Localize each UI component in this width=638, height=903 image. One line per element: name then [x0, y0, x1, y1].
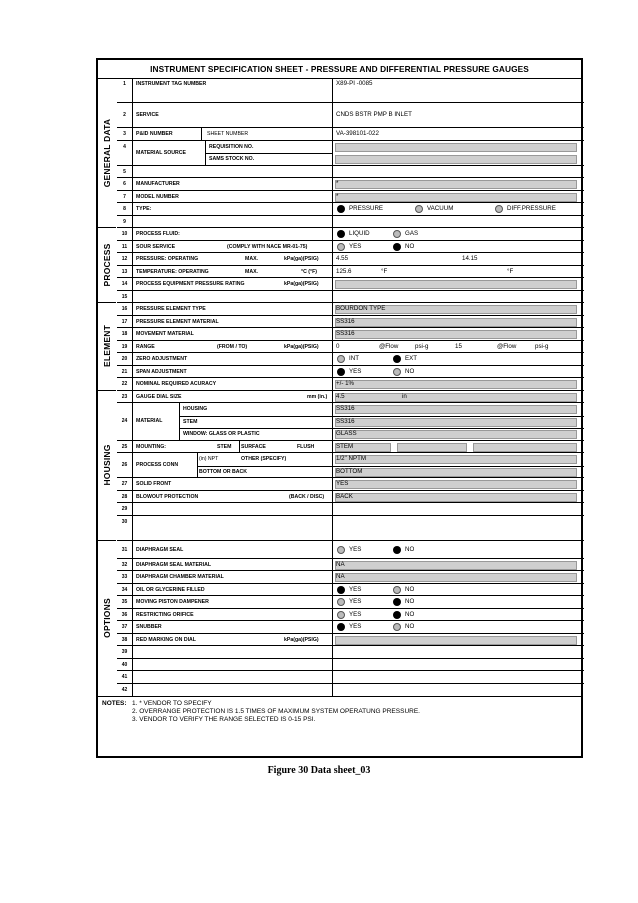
row-label: PROCESS EQUIPMENT PRESSURE RATING — [136, 281, 245, 287]
row-21 — [117, 366, 584, 379]
row-22 — [117, 378, 584, 391]
section-housing-label: HOUSING — [102, 444, 112, 486]
stem-material-value: SS316 — [336, 417, 355, 425]
row-number: 38 — [117, 634, 133, 646]
dial-size-cell — [335, 393, 577, 402]
radio-sour-yes[interactable] — [337, 243, 345, 251]
row-number: 16 — [117, 303, 133, 315]
sheet-title: INSTRUMENT SPECIFICATION SHEET - PRESSURE AND DIFFERENTIAL PRESSURE GAUGES — [98, 60, 581, 79]
radio-diff-pressure[interactable] — [495, 205, 503, 213]
row-unit: kPa(ga)(PSIG) — [284, 281, 319, 287]
row-label: PROCESS CONN — [136, 462, 179, 468]
process-conn-value: 1/2" NPTM — [336, 455, 367, 462]
row-sublabel: STEM — [183, 418, 198, 425]
radio-gas[interactable] — [393, 230, 401, 238]
row-number: 30 — [117, 516, 133, 540]
row-1 — [117, 78, 584, 103]
row-unit: °C (°F) — [301, 268, 317, 275]
row-31 — [117, 541, 584, 559]
row-5 — [117, 166, 584, 179]
row-11 — [117, 241, 584, 254]
row-label: SOUR SERVICE — [136, 243, 176, 250]
row-label: PRESSURE: OPERATING — [136, 256, 199, 262]
divider — [239, 441, 240, 453]
row-17 — [117, 316, 584, 329]
row-number: 29 — [117, 503, 133, 515]
option-label: NO — [405, 545, 415, 553]
row-sublabel: BOTTOM OR BACK — [199, 468, 248, 475]
radio-sour-no-selected[interactable] — [393, 243, 401, 251]
row-number: 37 — [117, 621, 133, 633]
row-number: 35 — [117, 596, 133, 608]
row-number: 42 — [117, 684, 133, 697]
row-number: 20 — [117, 353, 133, 365]
range-to-value: 15 — [455, 342, 462, 350]
row-sublabel: WINDOW: GLASS OR PLASTIC — [183, 431, 260, 437]
row-33 — [117, 571, 584, 584]
option-label: GAS — [405, 230, 419, 237]
process-conn-cell — [335, 455, 577, 464]
manufacturer-value: * — [336, 180, 339, 187]
row-label: PRESSURE ELEMENT TYPE — [136, 306, 206, 312]
blowout-cell — [335, 493, 577, 502]
row-number: 18 — [117, 328, 133, 340]
blowout-value: BACK — [336, 492, 353, 500]
row-label: RED MARKING ON DIAL — [136, 636, 196, 643]
row-unit: kPa(ga)(PSIG) — [284, 256, 319, 262]
radio-zero-ext-selected[interactable] — [393, 355, 401, 363]
row-label: INSTRUMENT TAG NUMBER — [136, 81, 207, 87]
row-4 — [117, 141, 584, 166]
option-label: YES — [349, 242, 362, 250]
row-sublabel: (FROM / TO) — [217, 343, 248, 350]
row-sublabel: SAMS STOCK NO. — [209, 155, 255, 162]
row-9 — [117, 216, 584, 229]
service-value: CNDS BSTR PMP B INLET — [336, 111, 412, 118]
row-number: 7 — [117, 191, 133, 203]
row-26 — [117, 453, 584, 478]
row-label: ZERO ADJUSTMENT — [136, 356, 188, 362]
row-number: 41 — [117, 671, 133, 683]
row-24 — [117, 403, 584, 441]
range-from-value: 0 — [336, 342, 340, 350]
row-39 — [117, 646, 584, 659]
row-16 — [117, 303, 584, 316]
radio-snubber-no[interactable] — [393, 623, 401, 631]
row-8 — [117, 203, 584, 216]
row-18 — [117, 328, 584, 341]
option-label: INT — [349, 355, 359, 362]
row-number: 3 — [117, 128, 133, 140]
row-unit: mm (in.) — [307, 393, 328, 400]
stem-material-cell — [335, 418, 577, 427]
section-general — [98, 78, 116, 228]
seal-material-cell — [335, 561, 577, 570]
row-sublabel: REQUISITION NO. — [209, 143, 254, 150]
row-sublabel: STEM — [217, 443, 232, 450]
row-number: 25 — [117, 441, 133, 453]
row-number: 33 — [117, 571, 133, 583]
row-label: MOUNTING: — [136, 443, 166, 450]
window-material-value: GLASS — [336, 430, 357, 437]
row-label: NOMINAL REQUIRED ACURACY — [136, 381, 217, 387]
row-number: 10 — [117, 228, 133, 240]
row-label: SERVICE — [136, 112, 159, 118]
row-number: 32 — [117, 559, 133, 571]
option-label: NO — [405, 623, 415, 630]
specification-sheet — [96, 58, 583, 758]
row-10 — [117, 228, 584, 241]
row-number: 17 — [117, 316, 133, 328]
row-25 — [117, 441, 584, 454]
element-type-value: BOURDON TYPE — [336, 305, 386, 312]
radio-dampener-no-selected[interactable] — [393, 598, 401, 606]
row-label: MOVING PISTON DAMPENER — [136, 599, 209, 605]
row-number: 27 — [117, 478, 133, 490]
divider — [179, 403, 180, 440]
option-label: DIFF.PRESSURE — [507, 205, 556, 212]
row-number: 28 — [117, 491, 133, 503]
section-general-label: GENERAL DATA — [102, 118, 112, 187]
row-number: 19 — [117, 341, 133, 353]
mounting-surface-cell — [397, 443, 467, 452]
option-label: YES — [349, 610, 362, 618]
option-label: YES — [349, 545, 362, 553]
row-29 — [117, 503, 584, 516]
row-sublabel: MAX. — [245, 256, 258, 262]
range-flow-label: @Flow — [497, 342, 517, 350]
row-2 — [117, 103, 584, 128]
row-number: 11 — [117, 241, 133, 253]
chamber-material-value: NA — [336, 573, 345, 580]
row-number: 1 — [117, 78, 133, 102]
row-36 — [117, 609, 584, 622]
row-unit: kPa(ga)(PSIG) — [284, 636, 319, 643]
row-label: MANUFACTURER — [136, 181, 180, 187]
red-marking-cell — [335, 636, 577, 645]
row-label: TYPE: — [136, 206, 152, 212]
row-number: 5 — [117, 166, 133, 178]
row-42 — [117, 684, 584, 697]
row-14 — [117, 278, 584, 291]
row-label: RANGE — [136, 343, 155, 350]
row-label: DIAPHRAGM CHAMBER MATERIAL — [136, 574, 224, 580]
row-label: RESTRICTING ORIFICE — [136, 611, 194, 618]
option-label: LIQUID — [349, 230, 370, 237]
dial-size-value: 4.5 — [336, 392, 345, 400]
row-number: 6 — [117, 178, 133, 190]
row-sublabel: OTHER (SPECIFY) — [241, 456, 287, 462]
row-label: BLOWOUT PROTECTION — [136, 493, 199, 500]
note-1: 1. * VENDOR TO SPECIFY — [132, 700, 212, 707]
section-process — [98, 228, 116, 303]
row-label: GAUGE DIAL SIZE — [136, 393, 182, 400]
row-number: 24 — [117, 403, 133, 440]
row-label: DIAPHRAGM SEAL MATERIAL — [136, 561, 212, 568]
row-sublabel: (in) NPT — [199, 456, 219, 462]
row-label: TEMPERATURE: OPERATING — [136, 268, 209, 275]
row-label: SPAN ADJUSTMENT — [136, 368, 187, 375]
pressure-operating-value: 4.55 — [336, 255, 349, 262]
row-label: MOVEMENT MATERIAL — [136, 331, 194, 337]
row-sublabel: (COMPLY WITH NACE MR-01-75) — [227, 243, 308, 250]
section-element — [98, 303, 116, 391]
mounting-flush-cell — [473, 443, 577, 452]
section-element-label: ELEMENT — [102, 325, 112, 368]
element-material-value: SS316 — [336, 317, 355, 325]
row-sublabel: (BACK / DISC) — [289, 493, 325, 500]
row-sublabel: HOUSING — [183, 406, 208, 412]
row-number: 8 — [117, 203, 133, 215]
row-6 — [117, 178, 584, 191]
temperature-max-unit: °F — [507, 267, 514, 275]
row-41 — [117, 671, 584, 684]
option-label: NO — [405, 610, 415, 618]
radio-span-yes-selected[interactable] — [337, 368, 345, 376]
section-process-label: PROCESS — [102, 243, 112, 287]
row-label: MODEL NUMBER — [136, 193, 179, 200]
option-label: YES — [349, 623, 362, 630]
divider — [333, 466, 584, 467]
option-label: YES — [349, 367, 362, 375]
row-number: 22 — [117, 378, 133, 390]
row-label: SOLID FRONT — [136, 481, 172, 487]
solid-front-cell — [335, 480, 577, 489]
note-2: 2. OVERRANGE PROTECTION IS 1.5 TIMES OF MAXIMUM SYSTEM OPERATUNG PRESSURE. — [132, 708, 420, 715]
option-label: VACUUM — [427, 205, 454, 212]
accuracy-cell — [335, 380, 577, 389]
temperature-operating-value: 125.6 — [336, 267, 352, 275]
row-sublabel: FLUSH — [297, 443, 315, 450]
row-number: 40 — [117, 659, 133, 671]
range-unit: psi-g — [415, 342, 429, 350]
option-label: EXT — [405, 355, 418, 362]
radio-vacuum[interactable] — [415, 205, 423, 213]
row-label: MATERIAL — [136, 418, 163, 424]
row-label: SNUBBER — [136, 624, 162, 630]
accuracy-value: +/- 1% — [336, 380, 355, 387]
row-number: 14 — [117, 278, 133, 290]
row-19 — [117, 341, 584, 354]
row-label: OIL OR GLYCERINE FILLED — [136, 586, 205, 593]
radio-snubber-yes-selected[interactable] — [337, 623, 345, 631]
element-material-cell — [335, 318, 577, 327]
row-3 — [117, 128, 584, 141]
tag-number-value: X89-PI -0085 — [336, 80, 373, 87]
row-sublabel: MAX. — [245, 268, 258, 275]
conn-location-value: BOTTOM — [336, 467, 363, 475]
radio-seal-no-selected[interactable] — [393, 546, 401, 554]
row-number: 21 — [117, 366, 133, 378]
divider — [333, 416, 584, 417]
row-label: PRESSURE ELEMENT MATERIAL — [136, 318, 219, 325]
row-15 — [117, 291, 584, 304]
row-number: 26 — [117, 453, 133, 477]
row-number: 12 — [117, 253, 133, 265]
row-28 — [117, 491, 584, 504]
pressure-rating-cell — [335, 280, 577, 289]
radio-filled-no[interactable] — [393, 586, 401, 594]
movement-material-cell — [335, 330, 577, 339]
figure-caption: Figure 30 Data sheet_03 — [267, 765, 371, 776]
option-label: NO — [405, 242, 415, 250]
row-number: 9 — [117, 216, 133, 228]
notes — [98, 696, 581, 759]
divider — [333, 428, 584, 429]
radio-seal-yes[interactable] — [337, 546, 345, 554]
manufacturer-cell — [335, 180, 577, 189]
requisition-cell — [335, 143, 577, 152]
row-number: 36 — [117, 609, 133, 621]
conn-location-cell — [335, 468, 577, 477]
housing-material-cell — [335, 405, 577, 414]
row-number: 2 — [117, 103, 133, 127]
row-label: DIAPHRAGM SEAL — [136, 546, 184, 553]
radio-dampener-yes[interactable] — [337, 598, 345, 606]
radio-pressure-selected[interactable] — [337, 205, 345, 213]
row-number: 39 — [117, 646, 133, 658]
range-unit: psi-g — [535, 342, 549, 350]
option-label: NO — [405, 367, 415, 375]
option-label: PRESSURE — [349, 205, 384, 212]
row-number: 4 — [117, 141, 133, 165]
row-label: MATERIAL SOURCE — [136, 149, 186, 156]
row-number: 31 — [117, 541, 133, 558]
row-number: 23 — [117, 391, 133, 403]
pressure-max-value: 14.15 — [462, 255, 478, 262]
dial-size-unit: in — [402, 392, 407, 400]
divider — [179, 416, 333, 417]
row-40 — [117, 659, 584, 672]
radio-liquid-selected[interactable] — [337, 230, 345, 238]
option-label: NO — [405, 585, 415, 593]
row-12 — [117, 253, 584, 266]
row-23 — [117, 391, 584, 404]
row-13 — [117, 266, 584, 279]
radio-span-no[interactable] — [393, 368, 401, 376]
note-3: 3. VENDOR TO VERIFY THE RANGE SELECTED IS 0-15 PSI. — [132, 716, 316, 723]
mounting-value: STEM — [336, 442, 354, 450]
solid-front-value: YES — [336, 480, 349, 487]
radio-zero-int[interactable] — [337, 355, 345, 363]
pid-number-value: VA-398101-022 — [336, 130, 379, 137]
movement-material-value: SS316 — [336, 330, 355, 337]
row-35 — [117, 596, 584, 609]
row-20 — [117, 353, 584, 366]
row-30 — [117, 516, 584, 541]
radio-orifice-no-selected[interactable] — [393, 611, 401, 619]
row-label: P&ID NUMBER — [136, 131, 173, 137]
option-label: NO — [405, 598, 415, 605]
stock-cell — [335, 155, 577, 164]
model-cell — [335, 193, 577, 202]
row-number: 34 — [117, 584, 133, 596]
range-flow-label: @Flow — [379, 342, 399, 350]
notes-label: NOTES: — [102, 700, 127, 707]
radio-filled-yes-selected[interactable] — [337, 586, 345, 594]
row-sublabel: SHEET NUMBER — [207, 131, 249, 137]
section-options-label: OPTIONS — [102, 598, 112, 639]
option-label: YES — [349, 598, 362, 605]
seal-material-value: NA — [336, 560, 345, 568]
housing-material-value: SS316 — [336, 405, 355, 412]
row-7 — [117, 191, 584, 204]
row-number: 15 — [117, 291, 133, 303]
model-value: * — [336, 192, 339, 200]
row-number: 13 — [117, 266, 133, 278]
row-label: PROCESS FLUID: — [136, 231, 180, 237]
option-label: YES — [349, 585, 362, 593]
row-sublabel: SURFACE — [241, 443, 266, 450]
section-housing — [98, 391, 116, 541]
row-37 — [117, 621, 584, 634]
divider — [201, 128, 202, 140]
row-38 — [117, 634, 584, 647]
row-27 — [117, 478, 584, 491]
window-material-cell — [335, 430, 577, 439]
radio-orifice-yes[interactable] — [337, 611, 345, 619]
chamber-material-cell — [335, 573, 577, 582]
row-34 — [117, 584, 584, 597]
temperature-unit: °F — [381, 267, 388, 275]
row-unit: kPa(ga)(PSIG) — [284, 343, 319, 350]
section-options — [98, 541, 116, 697]
row-32 — [117, 559, 584, 572]
